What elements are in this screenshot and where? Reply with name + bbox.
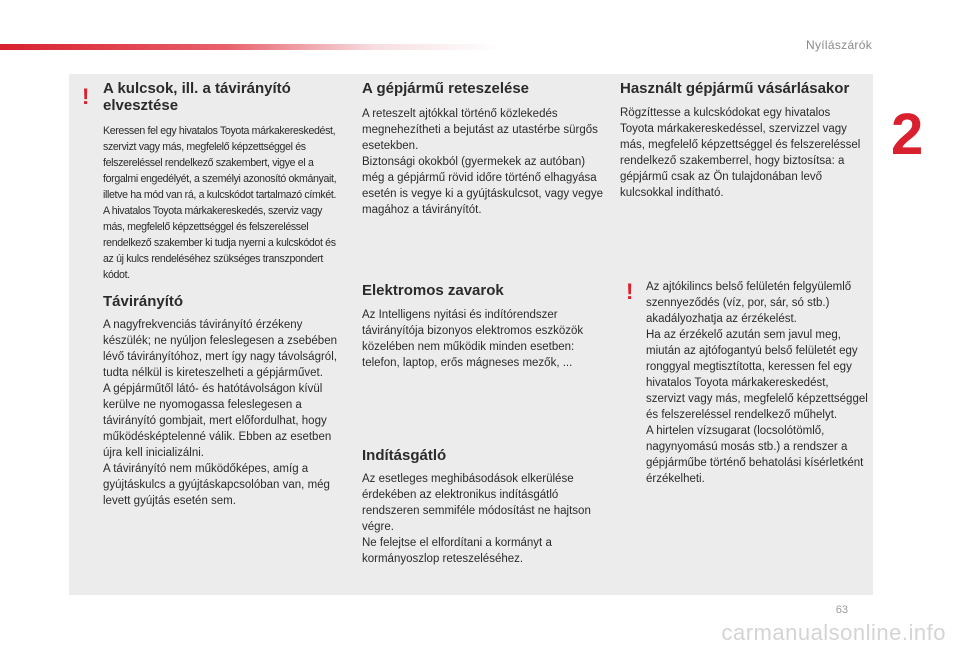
column-middle-electrical bbox=[362, 282, 607, 371]
used-vehicle-heading: Használt gépjármű vásárlásakor bbox=[620, 80, 850, 97]
column-middle-immobiliser bbox=[362, 447, 607, 567]
locking-text: A reteszelt ajtókkal történő közlekedés megnehezítheti a bejutást az utastérbe sürgős esetekben. Biztonsági okokból (gyermekek az autóban) még a gépjármű rövid időre történő elhagyása esetén is vegye ki a gyújtáskulcsot, vagy vegye magához a távirányítót. bbox=[362, 108, 603, 216]
page-number: 63 bbox=[835, 604, 848, 616]
used-vehicle-text: Rögzíttesse a kulcskódokat egy hivatalos Toyota márkakereskedéssel, szervizzel vagy más, megfelelő képzettséggel és felszereléssel rendelkező szakemberrel, hogy biztosítsa: a gépjármű csak az Ön tulajdonában levő kulcsokkal indítható. bbox=[620, 107, 861, 199]
warning-icon: ! bbox=[82, 84, 90, 109]
section-title: Nyílászárók bbox=[806, 38, 872, 52]
sensor-warning-text: Az ajtókilincs belső felületén felgyülemlő szennyeződés (víz, por, sár, só stb.) akadályozhatja az érzékelést. Ha az érzékelő azután sem javul meg, miután az ajtófogantyú belső felületét egy ronggyal megtisztította, keressen fel egy hivatalos Toyota márkakereskedést, szervizt vagy más, megfelelő képzettséggel és felszereléssel rendelkező műhelyt. A hirtelen vízsugarat (locsolótömlő, nagynyomású mosás stb.) a rendszer a gépjárműbe történő behatolási kísérletként érzékelheti. bbox=[646, 281, 868, 485]
column-middle bbox=[362, 80, 607, 218]
remote-heading: Távirányító bbox=[103, 293, 184, 310]
immobiliser-heading: Indításgátló bbox=[362, 447, 447, 464]
immobiliser-text: Az esetleges meghibásodások elkerülése érdekében az elektronikus indításgátló rendszeren semmiféle módosítást ne hajtson végre. Ne felejtse el elfordítani a kormányt a kormányoszlop reteszeléséhez. bbox=[362, 473, 591, 565]
lost-keys-heading: A kulcsok, ill. a távirányító elvesztése bbox=[103, 80, 291, 114]
electrical-text: Az Intelligens nyitási és indítórendszer távirányítója bizonyos elektromos eszközök közelében nem működik minden esetben: telefon, laptop, erős mágneses mezők, ... bbox=[362, 309, 584, 369]
electrical-heading: Elektromos zavarok bbox=[362, 282, 504, 299]
chapter-number: 2 bbox=[891, 102, 924, 167]
sensor-warning-box bbox=[646, 279, 868, 487]
warning-icon: ! bbox=[626, 279, 634, 304]
watermark: carmanualsonline.info bbox=[721, 620, 946, 645]
column-right bbox=[620, 80, 865, 201]
header-accent-bar bbox=[0, 44, 500, 50]
locking-heading: A gépjármű reteszelése bbox=[362, 80, 530, 97]
remote-text: A nagyfrekvenciás távirányító érzékeny készülék; ne nyúljon feleslegesen a zsebében lévő távirányítóhoz, mert így nagy távolságról, tudta nélkül is kireteszelheti a gépjárművet. A gépjárműtől látó- és hatótávolságon kívül kerülve ne nyomogassa feleslegesen a távirányító gombjait, mert előfordulhat, hogy működésképtelenné válik. Ebben az esetben újra kell inicializálni. A távirányító nem működőképes, amíg a gyújtáskulcs a gyújtáskapcsolóban van, még levett gyújtás esetén sem. bbox=[103, 319, 337, 507]
lost-keys-text: Keressen fel egy hivatalos Toyota márkakereskedést, szervizt vagy más, megfelelő képzettséggel és felszereléssel rendelkező szakembert, vigye el a forgalmi engedélyét, a személyi azonosító okmányait, illetve ha mód van rá, a kulcskódot tartalmazó címkét. A hivatalos Toyota márkakereskedés, szerviz vagy más, megfelelő képzettséggel és felszereléssel rendelkező szakember ki tudja nyerni a kulcskódot és az új kulcs rendeléséhez szükséges transzpondert kódot. bbox=[103, 125, 337, 281]
column-left bbox=[103, 80, 343, 509]
